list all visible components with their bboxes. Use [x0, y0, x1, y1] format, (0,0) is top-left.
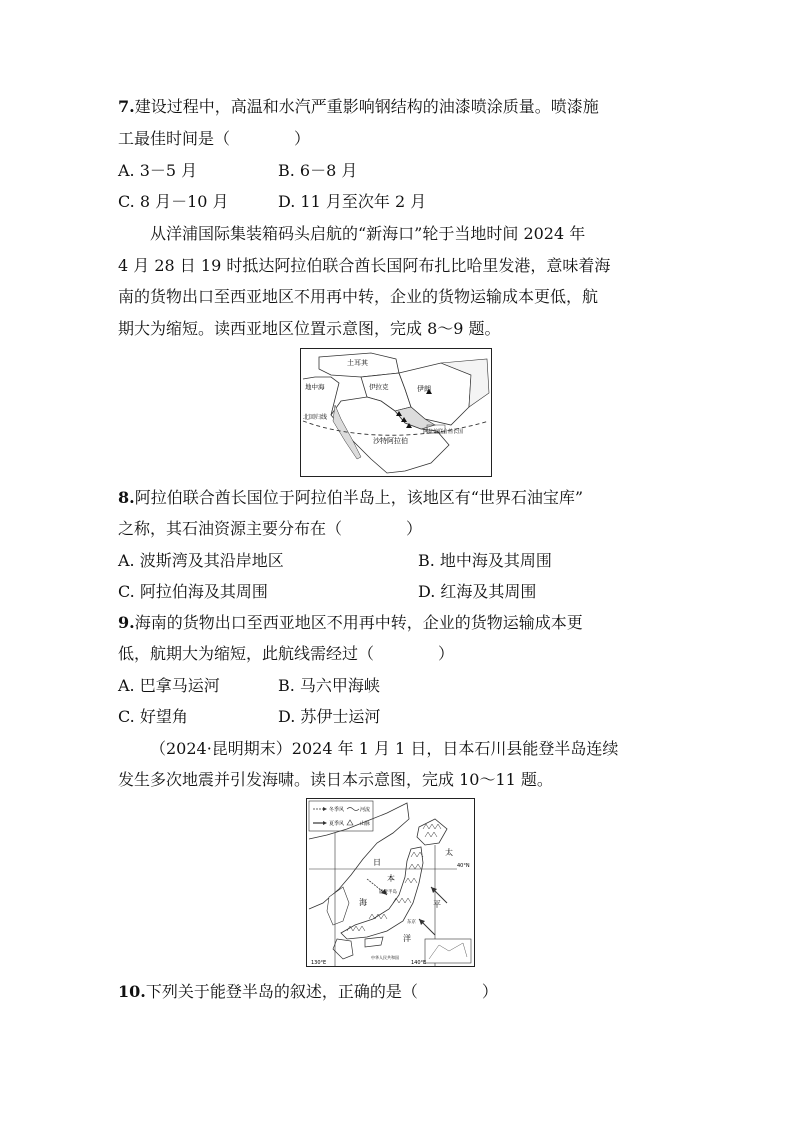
q10-line — [118, 981, 498, 1003]
q7-text-1: 建设过程中，高温和水汽严重影响钢结构的油漆喷涂质量。喷漆施 — [134, 97, 599, 116]
map1-label-iraq: 伊拉克 — [369, 383, 389, 391]
q9-number: 9. — [118, 613, 135, 632]
map1-label-turkey: 土耳其 — [347, 359, 368, 367]
map2-label-tokyo: 东京 — [407, 920, 416, 925]
passage1-line-3: 南的货物出口至西亚地区不用再中转，企业的货物运输成本更低，航 — [118, 287, 599, 306]
japan-map — [306, 798, 475, 967]
passage2-line-2: 发生多次地震并引发海啸。读日本示意图，完成 10～11 题。 — [118, 770, 553, 789]
q9-option-c[interactable]: C. 好望角 — [118, 707, 188, 726]
passage1-line-1: 从洋浦国际集装箱码头启航的“新海口”轮于当地时间 2024 年 — [150, 224, 586, 243]
q9-option-d[interactable]: D. 苏伊士运河 — [278, 707, 381, 726]
q9-option-a[interactable]: A. 巴拿马运河 — [118, 676, 220, 695]
q8-number: 8. — [118, 488, 135, 507]
q7-text-2: 工最佳时间是（ ） — [118, 129, 311, 148]
west-asia-map — [300, 348, 492, 477]
map1-label-uae: 阿拉伯联合酋长国 — [423, 429, 464, 435]
q8-option-c[interactable]: C. 阿拉伯海及其周围 — [118, 582, 268, 601]
map2-label-40n: 40°N — [457, 863, 470, 869]
q9-text-2: 低，航期大为缩短，此航线需经过（ ） — [118, 644, 455, 663]
passage1-line-2: 4 月 28 日 19 时抵达阿拉伯联合酋长国阿布扎比哈里发港，意味着海 — [118, 256, 611, 275]
map2-label-140e: 140°E — [411, 960, 427, 966]
map2-label-yang: 洋 — [403, 934, 411, 943]
q8-option-b[interactable]: B. 地中海及其周围 — [418, 551, 552, 570]
map1-label-tropic: 北回归线 — [303, 414, 328, 421]
q7-number: 7. — [118, 97, 135, 116]
map2-label-hai: 海 — [359, 898, 367, 907]
q7-option-d[interactable]: D. 11 月至次年 2 月 — [278, 192, 427, 211]
q7-line-1 — [118, 96, 599, 118]
q9-option-b[interactable]: B. 马六甲海峡 — [278, 676, 380, 695]
q7-option-a[interactable]: A. 3－5 月 — [118, 161, 198, 180]
map2-label-ping: 平 — [433, 900, 441, 909]
q8-text-1: 阿拉伯联合酋长国位于阿拉伯半岛上，该地区有“世界石油宝库” — [134, 488, 584, 507]
q10-text: 下列关于能登半岛的叙述，正确的是（ ） — [145, 982, 498, 1001]
passage2-line-1: （2024·昆明期末）2024 年 1 月 1 日，日本石川县能登半岛连续 — [150, 739, 619, 758]
legend-river: 河流 — [360, 807, 371, 813]
q9-line-1 — [118, 612, 583, 634]
q8-option-d[interactable]: D. 红海及其周围 — [418, 582, 537, 601]
q8-line-1 — [118, 487, 583, 509]
map2-label-noto: 能登半岛 — [379, 890, 397, 895]
legend-summer-monsoon: 夏季风 — [329, 821, 345, 827]
q8-text-2: 之称，其石油资源主要分布在（ ） — [118, 519, 423, 538]
map2-label-tai: 太 — [445, 848, 453, 857]
q10-number: 10. — [118, 982, 146, 1001]
passage1-line-4: 期大为缩短。读西亚地区位置示意图，完成 8～9 题。 — [118, 319, 501, 338]
map1-label-mediterranean: 地中海 — [305, 383, 325, 391]
map2-label-130e: 130°E — [311, 960, 327, 966]
map1-label-saudi: 沙特阿拉伯 — [373, 437, 408, 445]
q8-option-a[interactable]: A. 波斯湾及其沿岸地区 — [118, 551, 284, 570]
legend-mountain: 山脉 — [360, 821, 371, 827]
map2-label-ri: 日 — [373, 858, 381, 867]
q9-text-1: 海南的货物出口至西亚地区不用再中转，企业的货物运输成本更 — [134, 613, 583, 632]
map1-label-iran: 伊朗 — [417, 385, 431, 393]
q7-option-b[interactable]: B. 6－8 月 — [278, 161, 358, 180]
q7-option-c[interactable]: C. 8 月－10 月 — [118, 192, 229, 211]
map2-label-ben: 本 — [387, 874, 395, 883]
legend-winter-monsoon: 冬季风 — [329, 807, 345, 813]
map2-label-note: 中华人民共和国 — [371, 955, 399, 960]
